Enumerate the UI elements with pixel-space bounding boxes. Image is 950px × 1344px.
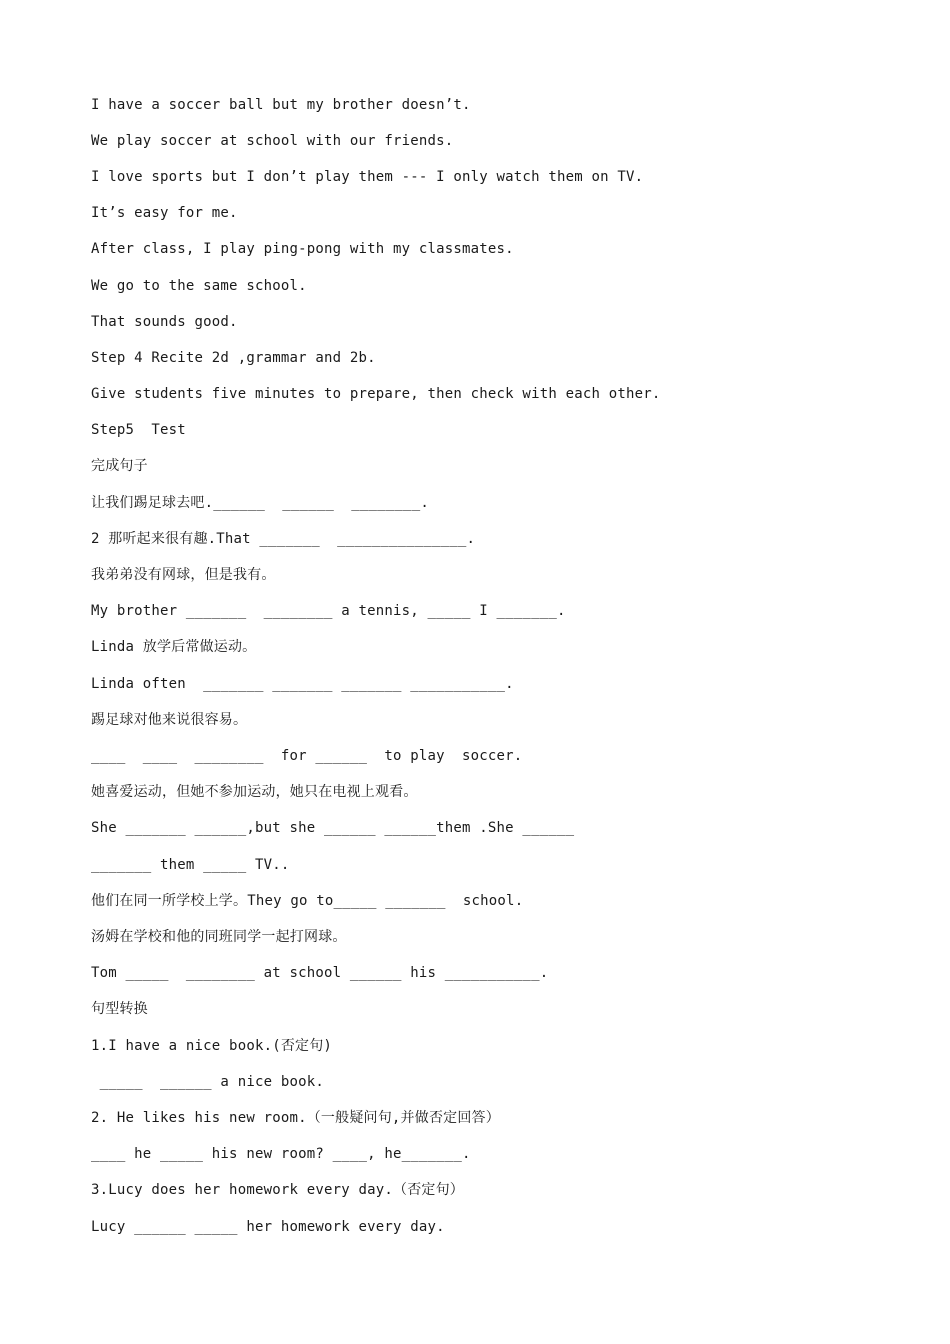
exercise-line: _____ ______ a nice book. <box>91 1074 324 1090</box>
exercise-line: Tom _____ ________ at school ______ his ___________. <box>91 965 549 981</box>
text-line: We go to the same school. <box>91 278 307 294</box>
text-line: It’s easy for me. <box>91 205 238 221</box>
exercise-line: _______ them _____ TV.. <box>91 857 290 873</box>
exercise-line: Lucy ______ _____ her homework every day. <box>91 1219 445 1235</box>
exercise-prompt: 汤姆在学校和他的同班同学一起打网球。 <box>91 929 347 945</box>
exercise-line: 让我们踢足球去吧.______ ______ ________. <box>91 495 429 511</box>
text-line: That sounds good. <box>91 314 238 330</box>
exercise-prompt: 2. He likes his new room.（一般疑问句,并做否定回答） <box>91 1110 500 1126</box>
exercise-prompt: 3.Lucy does her homework every day.（否定句） <box>91 1182 465 1198</box>
exercise-line: My brother _______ ________ a tennis, _____ I _______. <box>91 603 566 619</box>
exercise-line: ____ ____ ________ for ______ to play soccer. <box>91 748 523 764</box>
exercise-prompt: 1.I have a nice book.(否定句) <box>91 1038 333 1054</box>
exercise-line: 2 那听起来很有趣.That _______ _______________. <box>91 531 476 547</box>
exercise-prompt: 踢足球对他来说很容易。 <box>91 712 248 728</box>
step-heading: Step 4 Recite 2d ,grammar and 2b. <box>91 350 376 366</box>
text-line: Give students five minutes to prepare, then check with each other. <box>91 386 661 402</box>
text-line: I love sports but I don’t play them --- I only watch them on TV. <box>91 169 644 185</box>
text-line: I have a soccer ball but my brother doesn’t. <box>91 97 471 113</box>
exercise-prompt: 我弟弟没有网球，但是我有。 <box>91 567 276 583</box>
exercise-prompt: Linda 放学后常做运动。 <box>91 639 257 655</box>
text-line: We play soccer at school with our friends. <box>91 133 454 149</box>
exercise-line: ____ he _____ his new room? ____, he_______. <box>91 1146 471 1162</box>
exercise-line: She _______ ______,but she ______ ______them .She ______ <box>91 820 575 836</box>
section-heading: 句型转换 <box>91 1001 148 1017</box>
section-heading: 完成句子 <box>91 458 148 474</box>
step-heading: Step5 Test <box>91 422 186 438</box>
exercise-prompt: 她喜爱运动，但她不参加运动，她只在电视上观看。 <box>91 784 418 800</box>
exercise-line: 他们在同一所学校上学。They go to_____ _______ school. <box>91 893 524 909</box>
exercise-line: Linda often _______ _______ _______ ___________. <box>91 676 514 692</box>
text-line: After class, I play ping-pong with my classmates. <box>91 241 514 257</box>
